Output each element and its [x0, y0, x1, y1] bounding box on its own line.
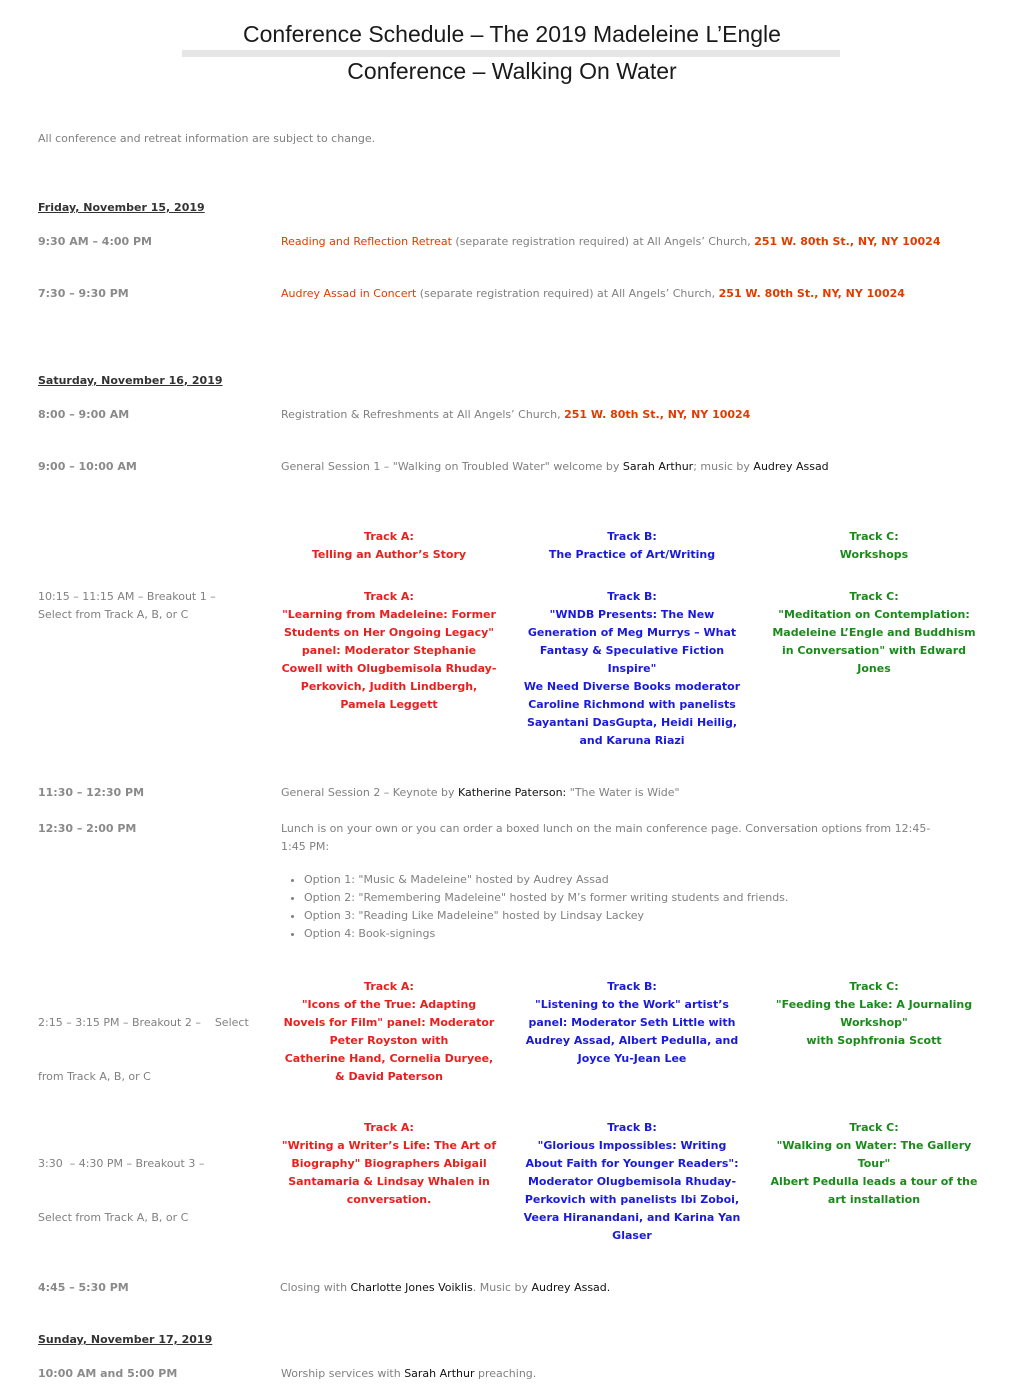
track-b-header: Track B: The Practice of Art/Writing	[548, 530, 716, 561]
event-time: 9:00 – 10:00 AM	[38, 460, 137, 473]
event-time: 10:00 AM and 5:00 PM	[38, 1367, 178, 1380]
breakout-2-track-a: Track A: "Icons of the True: Adapting Novels for Film" panel: Moderator Peter Royston with Catherine Hand, Cornelia Duryee, & David Paterson	[283, 980, 495, 1083]
person-name: Katherine Paterson:	[458, 786, 567, 799]
event-time: 8:00 – 9:00 AM	[38, 408, 130, 421]
day-heading-saturday: Saturday, November 16, 2019	[38, 374, 223, 387]
breakout-1-track-a: Track A: "Learning from Madeleine: Former Students on Her Ongoing Legacy" panel: Moderator Stephanie Cowell with Olugbemisola Rhuday-Perkovich, Judith Lindbergh, Pamela Leggett	[281, 590, 497, 711]
list-item: • Option 1: "Music & Madeleine" hosted by Audrey Assad	[304, 871, 788, 889]
person-name: Sarah Arthur	[404, 1367, 475, 1380]
breakout-1-track-b: Track B: "WNDB Presents: The New Generation of Meg Murrys – What Fantasy & Speculative Fiction Inspire" We Need Diverse Books moderator Caroline Richmond with panelists Sayantani DasGupta, Heidi Heilig, and Karuna Riazi	[523, 590, 741, 747]
person-name: Sarah Arthur	[622, 460, 694, 473]
day-heading-friday: Friday, November 15, 2019	[38, 201, 205, 214]
breakout-3-track-c: Track C: "Walking on Water: The Gallery Tour" Albert Pedulla leads a tour of the art installation	[770, 1121, 978, 1206]
address-link[interactable]: 251 W. 80th St., NY, NY 10024	[564, 408, 751, 421]
event-time: 4:45 – 5:30 PM	[38, 1281, 129, 1294]
notice-text: All conference and retreat information are subject to change.	[38, 132, 376, 145]
breakout-3-track-a: Track A: "Writing a Writer’s Life: The Art of Biography" Biographers Abigail Santamaria & Lindsay Whalen in conversation.	[281, 1121, 497, 1206]
list-item: • Option 2: "Remembering Madeleine" hosted by M’s former writing students and friends.	[304, 889, 788, 907]
list-item: • Option 4: Book-signings	[304, 925, 788, 943]
page-title: Conference Schedule – The 2019 Madeleine L’Engle	[243, 21, 781, 47]
breakout-1-time: 10:15 – 11:15 AM – Breakout 1 – Select from Track A, B, or C	[38, 590, 216, 621]
page-title-line-2: Conference – Walking On Water	[347, 58, 677, 84]
event-description: Registration & Refreshments at All Angels’ Church, 251 W. 80th St., NY, NY 10024	[281, 408, 751, 421]
event-time: 9:30 AM – 4:00 PM	[38, 235, 153, 248]
breakout-3-time: 3:30 – 4:30 PM – Breakout 3 – Select from Track A, B, or C	[38, 1157, 205, 1224]
breakout-2-time: 2:15 – 3:15 PM – Breakout 2 – Select from Track A, B, or C	[38, 1016, 249, 1083]
address-link[interactable]: 251 W. 80th St., NY, NY 10024	[718, 287, 905, 300]
event-time: 7:30 – 9:30 PM	[38, 287, 129, 300]
breakout-2-track-b: Track B: "Listening to the Work" artist’s panel: Moderator Seth Little with Audrey Assad, Albert Pedulla, and Joyce Yu-Jean Lee	[525, 980, 739, 1065]
list-item: • Option 3: "Reading Like Madeleine" hosted by Lindsay Lackey	[304, 907, 788, 925]
breakout-3-track-b: Track B: "Glorious Impossibles: Writing About Faith for Younger Readers": Moderator Olugbemisola Rhuday-Perkovich with panelists Ibi Zoboi, Veera Hiranandani, and Karina Yan Glaser	[523, 1121, 741, 1242]
event-description: Audrey Assad in Concert (separate registration required) at All Angels’ Church, 251 W. 80th St., NY, NY 10024	[281, 287, 905, 300]
lunch-options-list	[288, 871, 788, 943]
event-description: Reading and Reflection Retreat (separate registration required) at All Angels’ Church, 251 W. 80th St., NY, NY 10024	[281, 235, 941, 248]
track-c-header: Track C: Workshops	[839, 530, 909, 561]
person-name: Audrey Assad	[753, 460, 829, 473]
event-description: General Session 1 – "Walking on Troubled Water" welcome by Sarah Arthur; music by Audrey Assad	[281, 460, 829, 473]
breakout-1-track-c: Track C: "Meditation on Contemplation: Madeleine L’Engle and Buddhism in Conversation" with Edward Jones	[772, 590, 976, 675]
event-time: 11:30 – 12:30 PM	[38, 786, 145, 799]
person-name: Audrey Assad.	[531, 1281, 611, 1294]
track-a-header: Track A: Telling an Author’s Story	[311, 530, 467, 561]
day-heading-sunday: Sunday, November 17, 2019	[38, 1333, 213, 1346]
breakout-2-track-c: Track C: "Feeding the Lake: A Journaling Workshop" with Sophfronia Scott	[775, 980, 973, 1047]
person-name: Charlotte Jones Voiklis	[350, 1281, 473, 1294]
address-link[interactable]: 251 W. 80th St., NY, NY 10024	[754, 235, 941, 248]
event-name: Reading and Reflection Retreat	[281, 235, 452, 248]
event-name: Audrey Assad in Concert	[281, 287, 417, 300]
event-description: General Session 2 – Keynote by Katherine Paterson: "The Water is Wide"	[281, 786, 680, 799]
event-time: 12:30 – 2:00 PM	[38, 822, 137, 835]
event-description: Closing with Charlotte Jones Voiklis. Music by Audrey Assad.	[280, 1281, 611, 1294]
lunch-description: Lunch is on your own or you can order a boxed lunch on the main conference page. Conversation options from 12:45- 1:45 PM:	[281, 822, 931, 853]
event-description: Worship services with Sarah Arthur preaching.	[281, 1367, 537, 1380]
